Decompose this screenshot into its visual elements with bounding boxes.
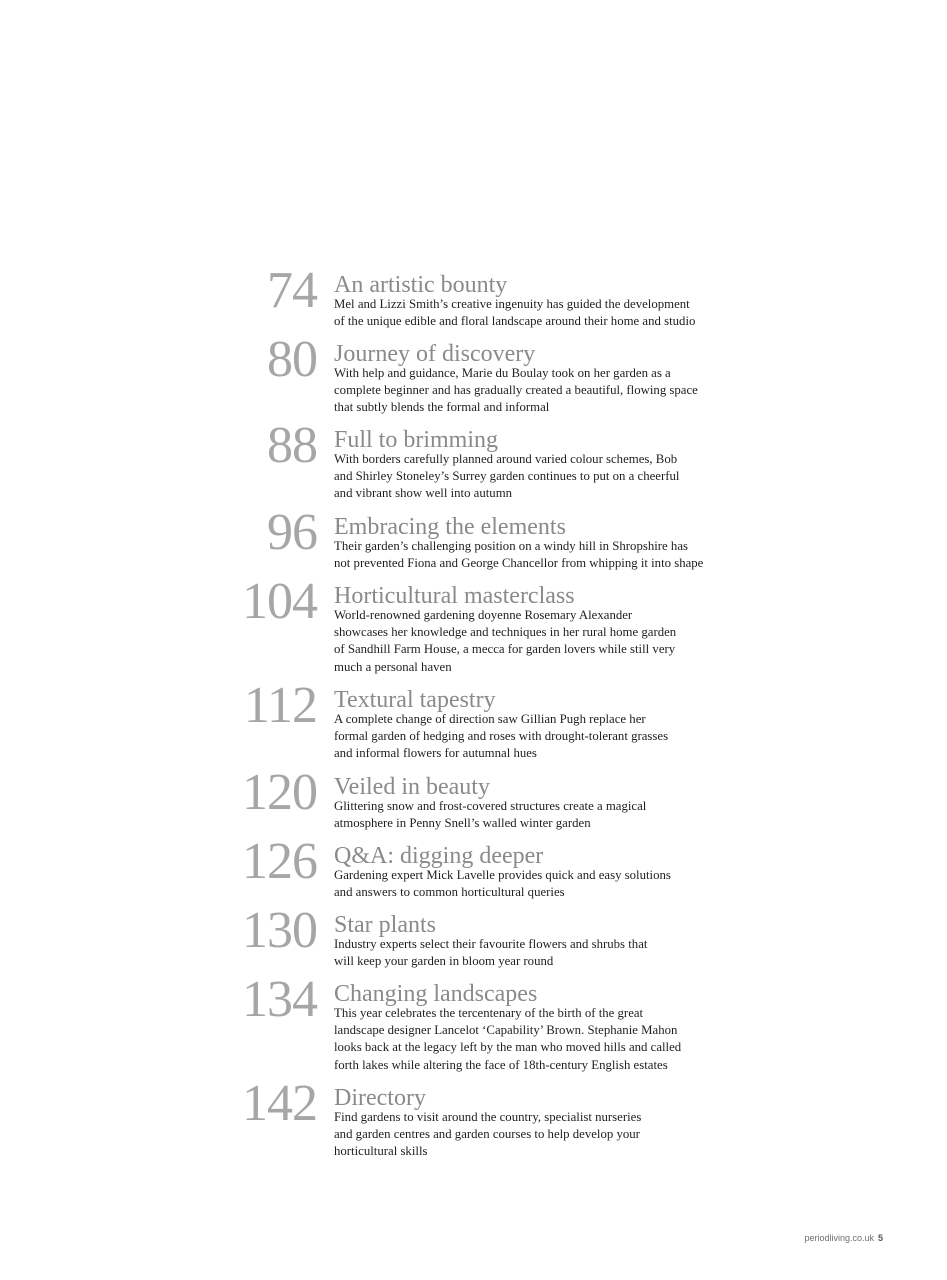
footer-site: periodliving.co.uk xyxy=(804,1233,874,1243)
description-line: A complete change of direction saw Gillian Pugh replace her xyxy=(334,712,646,726)
entry-title: Horticultural masterclass xyxy=(334,583,575,609)
entry-title: Q&A: digging deeper xyxy=(334,843,544,869)
entry-description xyxy=(334,867,734,901)
entry-content xyxy=(334,513,734,572)
page-footer xyxy=(804,1233,883,1243)
page-ref-number: 80 xyxy=(267,331,317,388)
description-line: Gardening expert Mick Lavelle provides quick and easy solutions xyxy=(334,868,671,882)
entry-content xyxy=(334,271,734,330)
page-ref-number: 104 xyxy=(242,573,317,630)
description-line: and informal flowers for autumnal hues xyxy=(334,746,537,761)
entry-title: Journey of discovery xyxy=(334,341,536,367)
description-line: formal garden of hedging and roses with drought-tolerant grasses xyxy=(334,729,669,744)
description-line: World-renowned gardening doyenne Rosemary Alexander xyxy=(334,608,633,622)
description-line: will keep your garden in bloom year round xyxy=(334,954,554,969)
description-line: With help and guidance, Marie du Boulay took on her garden as a xyxy=(334,366,671,380)
description-line: looks back at the legacy left by the man who moved hills and called xyxy=(334,1040,682,1055)
description-line: of the unique edible and floral landscape around their home and studio xyxy=(334,314,696,329)
entry-content xyxy=(334,340,734,417)
entry-content xyxy=(334,686,734,763)
entry-title: Changing landscapes xyxy=(334,981,538,1007)
page-ref-number: 74 xyxy=(267,262,317,319)
description-line: and vibrant show well into autumn xyxy=(334,486,513,501)
description-line: Find gardens to visit around the country, specialist nurseries xyxy=(334,1110,642,1124)
entry-title: Full to brimming xyxy=(334,427,499,453)
description-line: and answers to common horticultural queries xyxy=(334,885,565,900)
description-line: Their garden’s challenging position on a windy hill in Shropshire has xyxy=(334,539,688,553)
entry-description xyxy=(334,936,734,970)
description-line: showcases her knowledge and techniques in her rural home garden xyxy=(334,625,677,640)
description-line: Industry experts select their favourite flowers and shrubs that xyxy=(334,937,648,951)
description-line: and garden centres and garden courses to help develop your xyxy=(334,1127,640,1142)
description-line: that subtly blends the formal and informal xyxy=(334,400,550,415)
entry-title: Textural tapestry xyxy=(334,687,496,713)
description-line: horticultural skills xyxy=(334,1144,428,1159)
entry-description xyxy=(334,1109,734,1161)
entry-title: Embracing the elements xyxy=(334,514,566,540)
entry-content xyxy=(334,911,734,970)
entry-description xyxy=(334,1005,734,1074)
description-line: much a personal haven xyxy=(334,659,452,674)
page-ref-number: 142 xyxy=(242,1075,317,1132)
entry-content xyxy=(334,980,734,1074)
description-line: not prevented Fiona and George Chancellor from whipping it into shape xyxy=(334,556,704,571)
page-ref-number: 96 xyxy=(267,504,317,561)
entry-content xyxy=(334,773,734,832)
description-line: complete beginner and has gradually created a beautiful, flowing space xyxy=(334,383,698,398)
description-line: forth lakes while altering the face of 18th-century English estates xyxy=(334,1057,668,1072)
entry-description xyxy=(334,296,734,330)
page-ref-number: 88 xyxy=(267,417,317,474)
description-line: With borders carefully planned around varied colour schemes, Bob xyxy=(334,452,678,466)
page-number: 5 xyxy=(877,1233,883,1243)
description-line: atmosphere in Penny Snell’s walled winter garden xyxy=(334,816,591,831)
entry-title: Veiled in beauty xyxy=(334,774,490,800)
entry-title: Star plants xyxy=(334,912,436,938)
page-ref-number: 126 xyxy=(242,833,317,890)
description-line: Mel and Lizzi Smith’s creative ingenuity has guided the development xyxy=(334,297,690,311)
entry-content xyxy=(334,842,734,901)
page-ref-number: 130 xyxy=(242,902,317,959)
entry-title: An artistic bounty xyxy=(334,272,508,298)
description-line: of Sandhill Farm House, a mecca for garden lovers while still very xyxy=(334,642,676,657)
entry-description xyxy=(334,451,734,503)
entry-description xyxy=(334,607,734,676)
page-ref-number: 134 xyxy=(242,971,317,1028)
page-ref-number: 120 xyxy=(242,764,317,821)
entry-description xyxy=(334,538,734,572)
entry-description xyxy=(334,798,734,832)
page-ref-number: 112 xyxy=(243,677,317,734)
description-line: Glittering snow and frost-covered structures create a magical xyxy=(334,799,647,813)
entry-content xyxy=(334,1084,734,1161)
entry-description xyxy=(334,711,734,763)
description-line: This year celebrates the tercentenary of the birth of the great xyxy=(334,1006,644,1020)
entry-title: Directory xyxy=(334,1085,426,1111)
description-line: landscape designer Lancelot ‘Capability’ Brown. Stephanie Mahon xyxy=(334,1023,678,1038)
entry-content xyxy=(334,426,734,503)
entry-description xyxy=(334,365,734,417)
entry-content xyxy=(334,582,734,676)
description-line: and Shirley Stoneley’s Surrey garden continues to put on a cheerful xyxy=(334,469,680,484)
